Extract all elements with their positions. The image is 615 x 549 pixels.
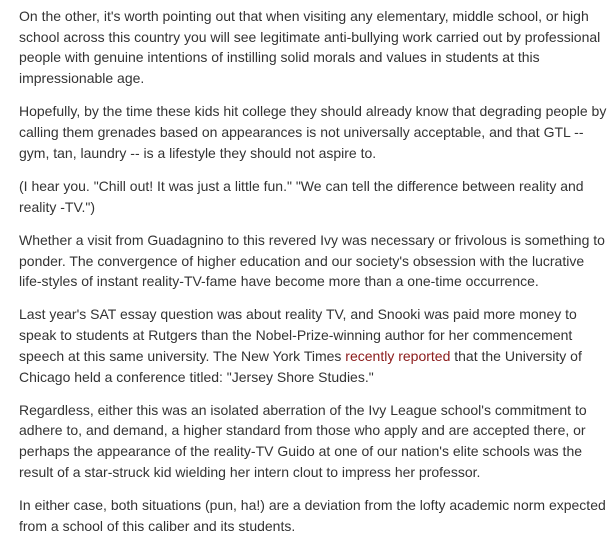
article-paragraph: Hopefully, by the time these kids hit college they should already know that degrading people by calling them grenades based on appearances is not universally acceptable, and that GTL -- gym, tan, laundry -- is a lifestyle they should not aspire to. [19, 103, 607, 161]
article-body [19, 6, 609, 549]
article-paragraph [19, 304, 609, 387]
article-paragraph: In either case, both situations (pun, ha!) are a deviation from the lofty academic norm expected from a school of this caliber and its students. [19, 497, 606, 534]
article-paragraph: On the other, it's worth pointing out that when visiting any elementary, middle school, or high school across this country you will see legitimate anti-bullying work carried out by professional people with genuine intentions of instilling solid morals and values in students at this impressionable age. [19, 8, 601, 87]
paragraph-text: Last year's SAT essay question was about reality TV, and Snooki was paid more money to speak to students at Rutgers than the Nobel-Prize-winning author for her commencement speech at this same university. The New York Times [19, 306, 577, 364]
article-paragraph: Regardless, either this was an isolated aberration of the Ivy League school's commitment to adhere to, and demand, a higher standard from those who apply and are accepted there, or perhaps the appearance of the reality-TV Guido at one of our nation's elite schools was the result of a star-struck kid wielding her intern clout to impress her professor. [19, 401, 587, 480]
article-paragraph: (I hear you. "Chill out! It was just a little fun." "We can tell the difference between reality and reality -TV.") [19, 177, 584, 215]
paragraph-text: that the University of Chicago held a conference titled: "Jersey Shore Studies." [19, 347, 582, 385]
article-paragraph: Whether a visit from Guadagnino to this revered Ivy was necessary or frivolous is something to ponder. The convergence of higher education and our society's obsession with the lucrative life-styles of instant reality-TV-fame have become more than a one-time occurrence. [19, 231, 605, 290]
recently-reported-link[interactable]: recently reported [345, 347, 451, 364]
